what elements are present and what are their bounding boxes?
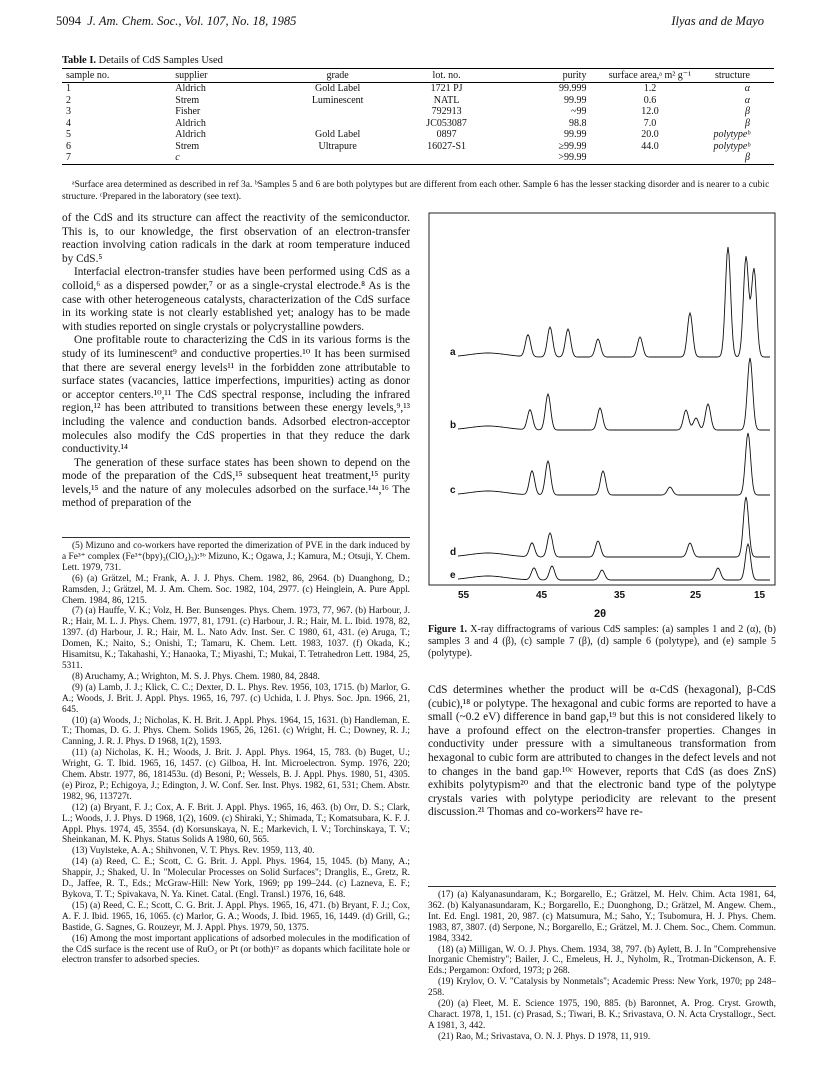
table-title: Details of CdS Samples Used xyxy=(98,55,223,66)
reference: (14) (a) Reed, C. E.; Scott, C. G. Brit. J. Appl. Phys. 1964, 15, 1045. (b) Many, A.; Shappir, J.; Shaked, U. In "Molecular Processes on Solid Surfaces"; Dranglis, E., Gretz, R. D., Jaffee, R. T., Eds.; McGraw-Hill: New York, 1969; pp 199–244. (c) Lazneva, E. F.; Bykova, T. T.; Spivakava, N. Ya. Kinet. Catal. (Engl. Transl.) 1976, 16, 648. xyxy=(62,857,410,900)
table-cell: Gold Label xyxy=(315,83,361,94)
trace-label: a xyxy=(450,347,456,358)
reference: (9) (a) Lamb, J. J.; Klick, C. C.; Dexter, D. L. Phys. Rev. 1956, 103, 1715. (b) Marlor, G. A.; Woods, J. Brit. J. Appl. Phys. 1965, 16, 797. (c) Uchida, I. J. Phys. Soc. Jpn. 1966, 21, 645. xyxy=(62,682,410,715)
x-tick-label: 55 xyxy=(458,590,470,601)
paragraph: Interfacial electron-transfer studies have been performed using CdS as a colloid,⁶ as a dispersed powder,⁷ or as a single-crystal electrode.⁸ As is the case with other heterogeneous catalysts, characterization of the CdS surface in its working state is not clearly established yet; analogy has to be made with studies reported on single crystals or polycrystalline powders. xyxy=(62,266,410,333)
header-left xyxy=(56,14,296,29)
table-cell: 5 xyxy=(66,129,71,140)
table-cell: Ultrapure xyxy=(318,140,357,152)
trace-label: d xyxy=(450,547,457,558)
reference: (16) Among the most important applications of adsorbed molecules in the modification of the CdS surface is the recent use of RuO₂ or Pt (or both)¹⁷ as dopants which facilitate hole or electron transfer to adsorbed species. xyxy=(62,933,410,966)
table-footnote: ᵃSurface area determined as described in ref 3a. ᵇSamples 5 and 6 are both polytypes but are different from each other. Sample 6 has the lesser stacking disorder and is nearer to a cubic structure. ᶜPrepared in the laboratory (see text). xyxy=(62,180,770,202)
col-header: purity xyxy=(504,69,590,83)
table-cell: 3 xyxy=(66,106,71,117)
col-header: lot. no. xyxy=(389,69,504,83)
diffraction-trace xyxy=(458,497,770,557)
left-column-text xyxy=(62,212,410,511)
table-cell xyxy=(286,118,388,130)
table-cell: Gold Label xyxy=(315,129,361,140)
plot-frame xyxy=(429,213,775,585)
table-row xyxy=(62,129,774,141)
table-cell: α xyxy=(744,94,750,106)
trace-label: b xyxy=(450,420,457,431)
table-label: Table I. xyxy=(62,55,97,66)
trace-label: c xyxy=(450,485,456,496)
table-cell: c xyxy=(171,152,286,164)
x-tick-label: 45 xyxy=(536,590,548,601)
table-cell: Aldrich xyxy=(175,83,206,94)
table-cell xyxy=(590,152,709,164)
col-header: surface area,ᵃ m² g⁻¹ xyxy=(590,69,709,83)
table-cell: Luminescent xyxy=(311,94,364,106)
table-cell: 792913 xyxy=(431,106,462,117)
reference: (13) Vuylsteke, A. A.; Shihvonen, V. T. Phys. Rev. 1959, 113, 40. xyxy=(72,846,315,857)
reference: (21) Rao, M.; Srivastava, O. N. J. Phys. D 1978, 11, 919. xyxy=(438,1031,651,1042)
table-cell: β xyxy=(745,106,750,117)
table-cell: Aldrich xyxy=(175,129,206,140)
reference: (18) (a) Milligan, W. O. J. Phys. Chem. 1934, 38, 797. (b) Aylett, B. J. In "Comprehensive Inorganic Chemistry"; Bailer, J. C., Emeleus, H. J., Nyholm, R., Trotman-Dickenson, A. F. Eds.; Pergamon: Oxford, 1973; p 268. xyxy=(428,944,776,977)
reference: (7) (a) Hauffe, V. K.; Volz, H. Ber. Bunsenges. Phys. Chem. 1973, 77, 967. (b) Harbour, J. R.; Hair, M. L. J. Phys. Chem. 1977, 81, 1791. (c) Harbour, J. R.; Hair, M. L. Ibid. 1978, 82, 1397. (d) Harbour, J. R.; Hair, M. L. Nato Adv. Inst. Ser. C 1980, 61, 431. (e) Aruga, T.; Domen, K.; Naito, S.; Onishi, T.; Tamaru, K. Chem. Lett. 1983, 1037. (f) Okada, K.; Hisamitsu, K.; Takahashi, Y.; Hanaoka, T.; Miyashi, T.; Mukai, T. Tetrahedron Lett. 1984, 25, 5311. xyxy=(62,606,410,671)
table-cell: 0.6 xyxy=(643,94,657,106)
table-cell: 99.99 xyxy=(563,129,587,140)
col-header: grade xyxy=(286,69,388,83)
right-column-text xyxy=(428,684,776,820)
trace-label: e xyxy=(450,570,456,581)
table-cell: Strem xyxy=(175,140,200,152)
table-cell: 1.2 xyxy=(643,83,657,94)
table-cell: Aldrich xyxy=(175,117,206,129)
paragraph: CdS determines whether the product will be α-CdS (hexagonal), β-CdS (cubic),¹⁸ or polytype. The hexagonal and cubic forms are reported to have a small (~0.2 eV) difference in band gap,¹⁹ but this is not considered likely to have a profound effect on the electron-transfer properties. Changes in conductivity under pressure with a simultaneous transformation from hexagonal to cubic form are attributed to changes in the defect levels and not to changes in the band gap.¹⁰ᶜ However, reports that CdS (as does ZnS) exhibits polytypism²⁰ and that the electronic band type of the polytype crystals varies with polytype periodicity are relevant to the present discussion.²¹ Thomas and co-workers²² have re- xyxy=(428,684,776,819)
reference: (11) (a) Nicholas, K. H.; Woods, J. Brit. J. Appl. Phys. 1964, 15, 783. (b) Buget, U.; Wright, G. T. Ibid. 1965, 16, 1457. (c) Gilboa, H. Int. Microelectron. Symp. 1976, 220; Chem. Abstr. 1977, 86, 181453u. (d) Besoni, P.; Wessels, B. J. Appl. Phys. 1980, 51, 4305. (e) Piroz, P.; Echigoya, J.; Edington, J. W. Conf. Ser. Inst. Phys. 1982, 61, 531; Chem. Abstr. 1982, 96, 113727t. xyxy=(62,748,410,802)
table-cell: 6 xyxy=(66,140,71,152)
table-cell: 1 xyxy=(66,83,71,94)
table-header-row xyxy=(62,69,774,83)
x-tick-label: 35 xyxy=(614,590,626,601)
table-cell: 0897 xyxy=(436,129,457,140)
table-cell: β xyxy=(709,152,774,164)
header-authors: Ilyas and de Mayo xyxy=(671,14,764,28)
table-cell: NATL xyxy=(433,94,460,106)
paragraph: The generation of these surface states has been shown to depend on the mode of the preparation of the CdS,¹⁵ subsequent heat treatment,¹⁵ purity levels,¹⁵ and the nature of any molecules adsorbed on the surface.¹⁴ᵃ,¹⁶ The method of preparation of the xyxy=(62,456,410,510)
table-cell xyxy=(286,106,388,118)
diffraction-trace xyxy=(458,544,770,580)
table-cell: 2 xyxy=(66,94,71,106)
table-cell: β xyxy=(745,117,750,129)
left-references xyxy=(62,537,410,966)
right-references xyxy=(428,886,776,1043)
col-header: structure xyxy=(709,69,774,83)
table-row xyxy=(62,118,774,130)
table-cell: 16027-S1 xyxy=(427,140,467,152)
table-cell: JC053087 xyxy=(426,117,467,129)
diffractogram-plot xyxy=(428,212,776,620)
table-caption xyxy=(62,55,223,66)
table-cell: polytypeᵇ xyxy=(713,140,750,152)
reference: (6) (a) Grätzel, M.; Frank, A. J. J. Phys. Chem. 1982, 86, 2964. (b) Duanghong, D.; Ramsden, J.; Grätzel, M. J. Am. Chem. Soc. 1982, 104, 2977. (c) Heinglein, A. Pure Appl. Chem. 1984, 86, 1215. xyxy=(62,573,410,606)
reference: (20) (a) Fleet, M. E. Science 1975, 190, 885. (b) Baronnet, A. Prog. Cryst. Growth, Charact. 1978, 1, 151. (c) Prasad, S.; Tiwari, B. K.; Srivastava, O. N. Acta Crystallogr., Sect. A 1981, 3, 442. xyxy=(428,999,776,1031)
figure-label: Figure 1. xyxy=(428,624,467,635)
reference: (10) (a) Woods, J.; Nicholas, K. H. Brit. J. Appl. Phys. 1964, 15, 1631. (b) Handleman, E. T.; Thomas, D. G. J. Phys. Chem. Solids 1965, 26, 1261. (c) Wright, H. C.; Downey, R. J.; Canning, J. R. J. Phys. D 1968, 1(2), 1593. xyxy=(62,715,410,748)
table-cell: >99.99 xyxy=(504,152,590,164)
reference: (17) (a) Kalyanasundaram, K.; Borgarello, E.; Grätzel, M. Helv. Chim. Acta 1981, 64, 362. (b) Kalyanasundaram, K.; Borgarello, E.; Duonghong, D.; Grätzel, M. Angew. Chem., Int. Ed. Engl. 1981, 20, 987. (c) Matsumura, M.; Saho, Y.; Tsubomura, H. J. Phys. Chem. 1983, 87, 3807. (d) Serpone, N.; Borgarello, E.; Grätzel, M. J. Chem. Soc., Chem. Commun. 1984, 3342. xyxy=(428,890,776,944)
table-cell: 12.0 xyxy=(641,106,659,117)
samples-table xyxy=(62,68,774,165)
running-header xyxy=(56,14,764,30)
table-cell: polytypeᵇ xyxy=(713,129,750,140)
col-header: sample no. xyxy=(62,69,171,83)
table-cell: 99.99 xyxy=(563,94,587,106)
table-cell: 20.0 xyxy=(641,129,659,140)
col-header: supplier xyxy=(171,69,286,83)
reference: (15) (a) Reed, C. E.; Scott, C. G. Brit. J. Appl. Phys. 1965, 16, 471. (b) Bryant, F. J.; Cox, A. F. J. Ibid. 1965, 16, 1065. (c) Marlor, G. A.; Woods, J. Ibid. 1965, 16, 1449. (d) Grill, G.; Bastide, G. Sagnes, G. Rouzeyr, M. J. Appl. Phys. 1979, 50, 1375. xyxy=(62,900,410,933)
table-cell: 4 xyxy=(66,117,71,129)
figure-caption-text: X-ray diffractograms of various CdS samples: (a) samples 1 and 2 (α), (b) samples 3 and 4 (β), (c) sample 7 (β), (d) sample 6 (polytype), and (e) sample 5 (polytype). xyxy=(428,624,776,659)
reference: (5) Mizuno and co-workers have reported the dimerization of PVE in the dark induced by a Fe³⁺ complex (Fe³⁺(bpy)₃(ClO₄)₃):⁵ᵇ Mizuno, K.; Ogawa, J.; Kamura, M.; Otsuji, Y. Chem. Lett. 1979, 731. xyxy=(62,541,410,573)
journal-citation: J. Am. Chem. Soc., Vol. 107, No. 18, 1985 xyxy=(87,14,297,28)
paragraph: of the CdS and its structure can affect the reactivity of the semiconductor. This is, to our knowledge, the first observation of an electron-transfer reaction involving cation radicals in the dark at room temperature induced by CdS.⁵ xyxy=(62,212,410,265)
table-cell: 99.999 xyxy=(558,83,587,94)
table-cell: α xyxy=(744,83,750,94)
table-cell: 44.0 xyxy=(641,140,659,152)
table-row xyxy=(62,152,774,164)
table-cell: Strem xyxy=(175,94,200,106)
diffraction-trace xyxy=(458,247,770,357)
table-cell: 98.8 xyxy=(568,117,587,129)
reference: (12) (a) Bryant, F. J.; Cox, A. F. Brit. J. Appl. Phys. 1965, 16, 463. (b) Orr, D. S.; Clark, L.; Woods, J. J. Phys. D 1968, 1(2), 1609. (c) Shiraki, Y.; Shimada, T.; Komatsubara, K. F. J. Appl. Phys. 1974, 45, 3554. (d) Korsunskaya, N. E.; Markevich, I. V.; Torchinskaya, T. V.; Sheinkanan, M. K. Phys. Status Solids A 1980, 60, 565. xyxy=(62,802,410,846)
table-cell: ≥99.99 xyxy=(558,140,587,152)
reference: (8) Aruchamy, A.; Wrighton, M. S. J. Phys. Chem. 1980, 84, 2848. xyxy=(72,671,320,682)
table-cell: ~99 xyxy=(571,106,587,117)
x-tick-label: 15 xyxy=(754,590,766,601)
diffraction-trace xyxy=(458,433,770,495)
paragraph: One profitable route to characterizing the CdS in its various forms is the study of its luminescent⁹ and conductive properties.¹⁰ It has been surmised that there are several energy levels¹¹ in the forbidden zone attributable to surface states (vacancies, lattice imperfections, impurities) acting as donor or acceptor centers.¹⁰,¹¹ The CdS spectral response, including the infrared region,¹² has been attributed to transitions between these energy levels,⁹,¹³ including the valence and conduction bands. Adsorbed electron-acceptor molecules also modify the CdS properties in that they reduce the dark conductivity.¹⁴ xyxy=(62,334,410,456)
table-cell: 7.0 xyxy=(643,117,657,129)
figure-caption xyxy=(428,624,776,660)
table-cell: Fisher xyxy=(175,106,201,117)
reference: (19) Krylov, O. V. "Catalysis by Nonmetals"; Academic Press: New York, 1970; pp 248–258. xyxy=(428,977,776,999)
table-cell: 1721 PJ xyxy=(430,83,463,94)
x-axis-label: 2θ xyxy=(593,608,607,620)
x-tick-label: 25 xyxy=(690,590,702,601)
table-cell xyxy=(286,152,388,164)
table-cell xyxy=(389,152,504,164)
table-row xyxy=(62,83,774,95)
table-row xyxy=(62,95,774,107)
diffraction-trace xyxy=(458,358,770,430)
xrd-figure xyxy=(428,212,776,620)
table-cell: 7 xyxy=(62,152,171,164)
page-number: 5094 xyxy=(56,14,81,28)
table-row xyxy=(62,141,774,153)
table-row xyxy=(62,106,774,118)
